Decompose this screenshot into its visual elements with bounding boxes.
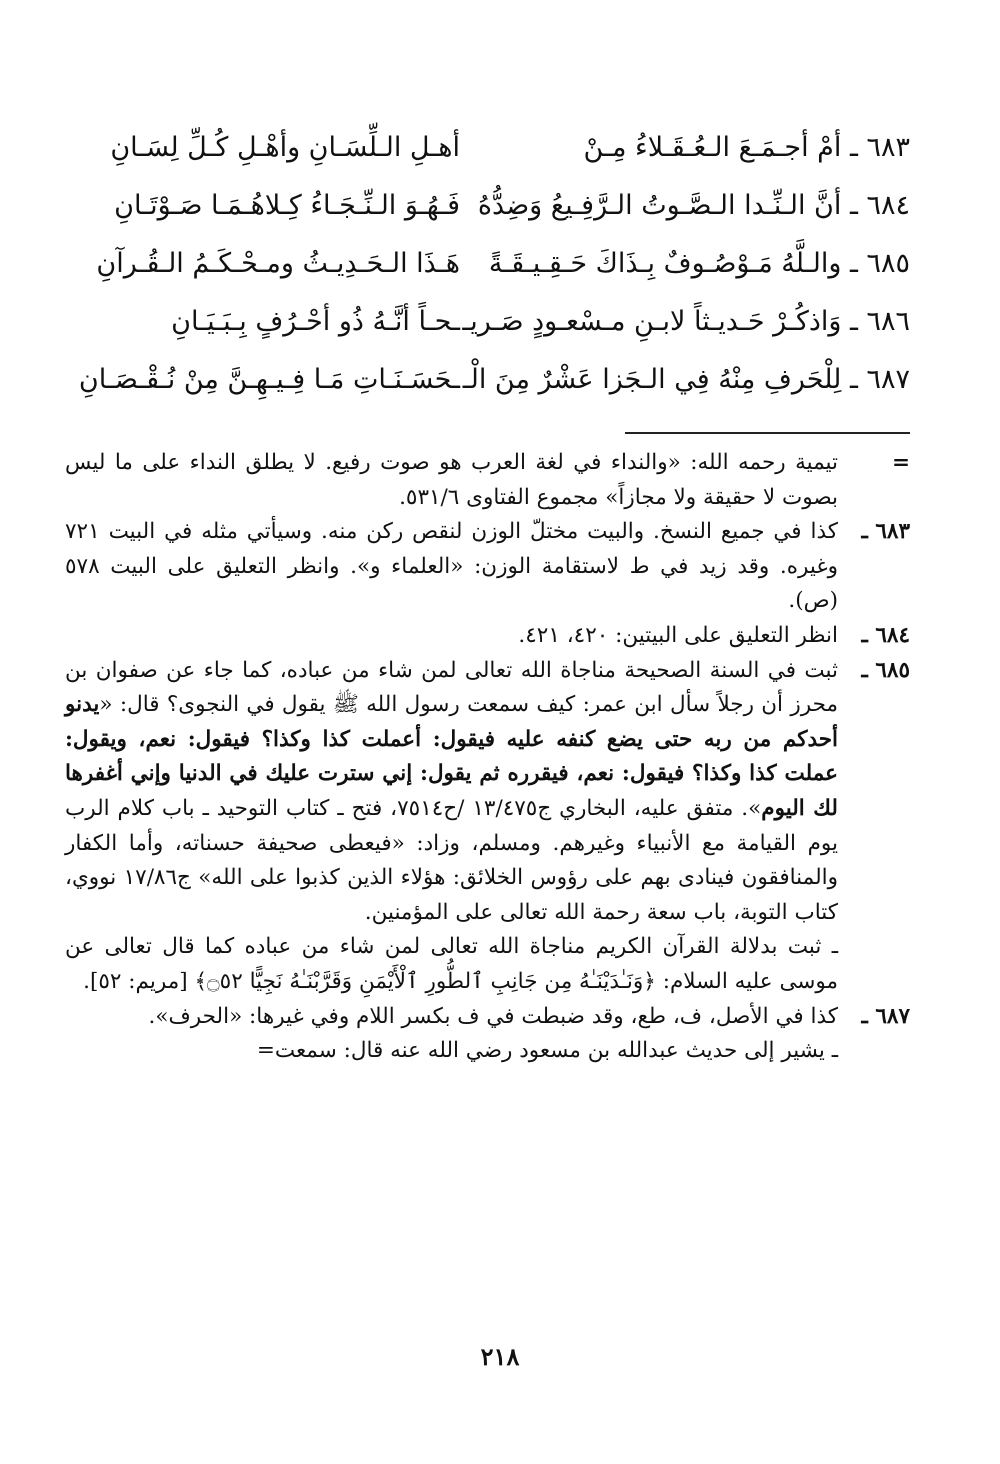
verse-first-hemistich (480, 248, 910, 279)
verse-first-text: والـلَّهُ مَـوْصُـوفٌ بِـذَاكَ حَـقِـيـقَـةً (488, 247, 842, 279)
verse-number: ٦٨٦ ـ (849, 305, 910, 337)
footnotes (65, 446, 910, 1069)
verse-687 (65, 350, 910, 408)
footnote-text: انظر التعليق على البيتين: ٤٢٠، ٤٢١. (518, 622, 838, 648)
footnote-label: ٦٨٧ ـ (861, 1003, 910, 1029)
footnote-text: تيمية رحمه الله: «والنداء في لغة العرب هو صوت رفيع. لا يطلق النداء على ما ليس بصوت لا حقيقة ولا مجازاً» مجموع الفتاوى ٥٣١/٦. (65, 450, 838, 510)
verse-686 (65, 292, 910, 350)
verse-first-hemistich (462, 305, 910, 337)
footnote-685 (65, 654, 910, 1000)
verse-first-text: أمْ أجـمَـعَ الـعُـقَـلاءُ مِـنْ (583, 131, 842, 163)
verse-684 (65, 176, 910, 234)
verse-685 (65, 234, 910, 292)
verse-second-hemistich: هَـذَا الـحَـدِيـثُ ومـحْـكَـمُ الـقُـرآنِ (96, 247, 460, 279)
verse-number: ٦٨٣ ـ (849, 131, 910, 163)
footnote-paragraph: كذا في الأصل، ف، طع، وقد ضبطت في ف بكسر اللام وفي غيرها: «الحرف». (148, 1003, 838, 1029)
footnote-text: ثبت في السنة الصحيحة مناجاة الله تعالى لمن شاء من عباده، كما جاء عن صفوان بن محرز أن رجلاً سأل ابن عمر: كيف سمعت رسول الله ﷺ يقول في النجوى؟ قال: « (65, 657, 838, 718)
footnote-684 (65, 619, 910, 654)
footnote-text: كذا في جميع النسخ. والبيت مختلّ الوزن لنقص ركن منه. وسيأتي مثله في البيت ٧٢١ وغيره. وقد زيد في ط لاستقامة الوزن: «العلماء و». وانظر التعليق على البيت ٥٧٨ (ص). (65, 519, 838, 614)
verse-first-text: وَاذكُـرْ حَـديـثاً لابـنِ مـسْعـودٍ صَـريـ (462, 305, 842, 337)
verse-second-hemistich: ـحـاً أنَّـهُ ذُو أحْـرُفٍ بِـبَـيَـانِ (171, 305, 460, 337)
footnote-text: ». متفق عليه، البخاري ج١٣/٤٧٥ /ح٧٥١٤، فتح ـ كتاب التوحيد ـ باب كلام الرب يوم القيامة مع الأنبياء وغيرهم. ومسلم، وزاد: «فيعطى صحيفة حسناته، وأما الكفار والمنافقون فينادى بهم على رؤوس الخلائق: هؤلاء الذين كذبوا على الله» ج١٧/٨٦ نووي، كتاب التوبة، باب سعة رحمة الله تعالى على المؤمنين. (65, 795, 838, 925)
verse-second-hemistich: فَـهُـوَ الـنِّـجَـاءُ كِـلاهُـمَـا صَـوْتَـانِ (114, 189, 460, 221)
verse-first-text: أنَّ الـنِّـدا الـصَّـوتُ الـرَّفِـيعُ وَضِدُّهُ (477, 189, 842, 221)
verse-first-hemistich (462, 363, 910, 395)
footnote-label: ٦٨٣ ـ (861, 519, 910, 545)
verse-number: ٦٨٧ ـ (849, 363, 910, 395)
footnote-separator (625, 432, 910, 434)
verse-second-hemistich: أهـلِ الـلِّسَـانِ وأهْـلِ كُـلِّ لِسَـانِ (110, 131, 460, 163)
poem-verses (65, 118, 910, 408)
footnote-label: ٦٨٤ ـ (861, 622, 910, 648)
verse-second-hemistich: ـحَسَـنَـاتِ مَـا فِـيـهِـنَّ مِنْ نُـقْـصَـانِ (78, 363, 460, 395)
verse-number: ٦٨٤ ـ (849, 189, 910, 221)
footnote-label: ٦٨٥ ـ (861, 657, 910, 683)
footnote-label: = (891, 450, 910, 475)
verse-first-hemistich (480, 132, 910, 163)
footnote-paragraph: ـ ثبت بدلالة القرآن الكريم مناجاة الله تعالى لمن شاء من عباده كما قال تعالى عن موسى عليه السلام: ﴿وَنَـٰدَيْنَـٰهُ مِن جَانِبِ ٱلطُّورِ ٱلْأَيْمَنِ وَقَرَّبْنَـٰهُ نَجِيًّا ۝٥٢﴾ [مريم: ٥٢]. (65, 934, 838, 994)
footnote-paragraph: ـ يشير إلى حديث عبدالله بن مسعود رضي الله عنه قال: سمعت= (256, 1038, 838, 1064)
verse-first-hemistich (477, 189, 910, 221)
footnote-683 (65, 515, 910, 619)
hadith-quote: يدنو أحدكم من ربه حتى يضع كنفه عليه فيقول: أعملت كذا وكذا؟ فيقول: نعم، ويقول: عملت كذا وكذا؟ فيقول: نعم، فيقرره ثم يقول: إني سترت عليك في الدنيا وإني أغفرها لك اليوم (65, 692, 838, 821)
footnote-687 (65, 1000, 910, 1069)
page-number: ٢١٨ (480, 1342, 520, 1371)
verse-number: ٦٨٥ ـ (849, 247, 910, 279)
footnote-continuation (65, 446, 910, 515)
verse-683 (65, 118, 910, 176)
footnote-paragraph (65, 654, 838, 931)
verse-first-text: لِلْحَرفِ مِنْهُ فِي الـجَزا عَشْرٌ مِنَ الْـ (462, 363, 842, 395)
